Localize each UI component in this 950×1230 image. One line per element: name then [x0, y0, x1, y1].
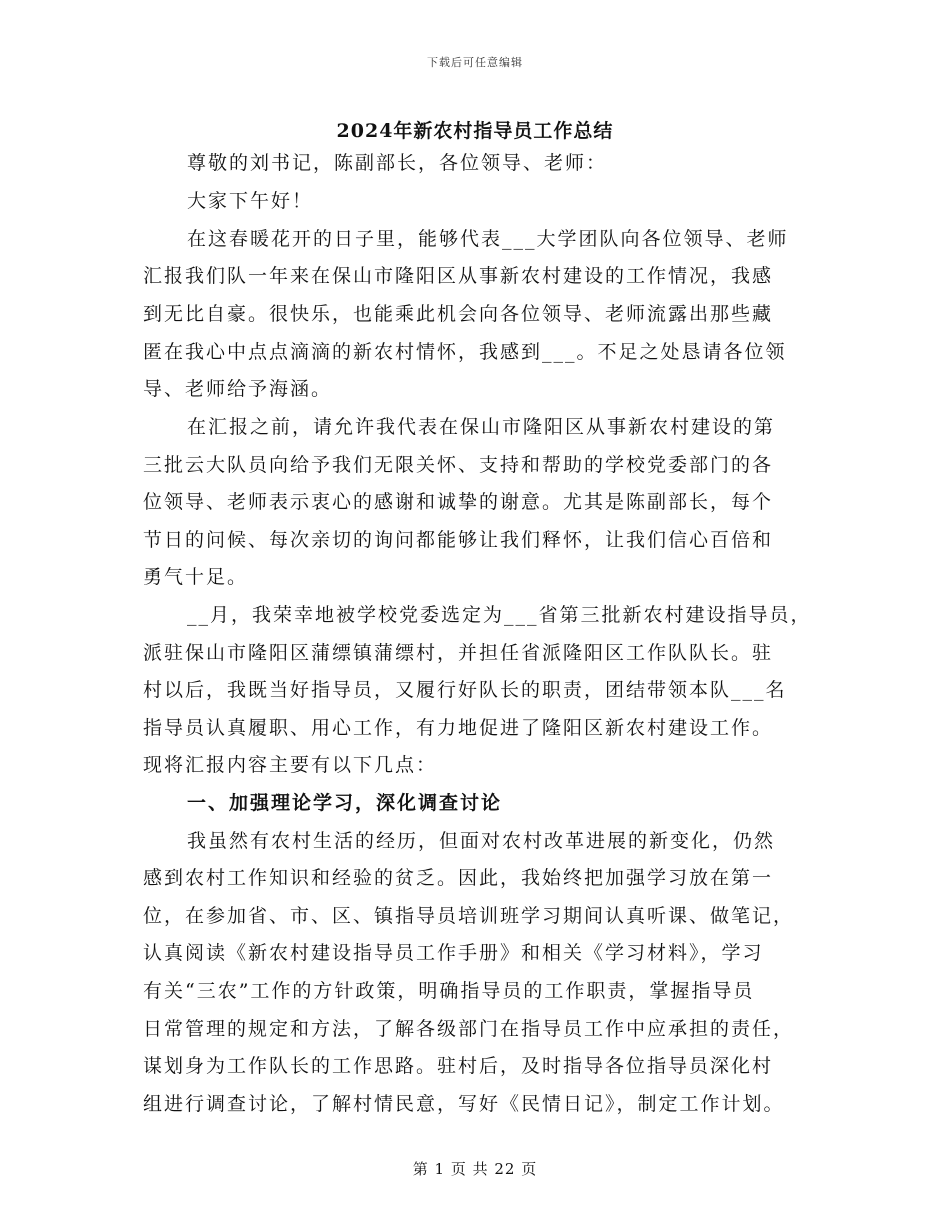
body-line: 勇气十足。: [143, 566, 249, 588]
body-line: 匿在我心中点点滴滴的新农村情怀，我感到___。不足之处恳请各位领: [143, 341, 787, 363]
document-title: 2024年新农村指导员工作总结: [336, 120, 614, 142]
body-line: 村以后，我既当好指导员，又履行好队长的职责，团结带领本队___名: [143, 679, 787, 701]
body-line: 现将汇报内容主要有以下几点：: [143, 754, 438, 776]
body-line: 位领导、老师表示衷心的感谢和诚挚的谢意。尤其是陈副部长，每个: [143, 491, 774, 513]
body-line: 导、老师给予海涵。: [143, 378, 333, 400]
body-line: 汇报我们队一年来在保山市隆阳区从事新农村建设的工作情况，我感: [143, 265, 774, 287]
greeting-line: 大家下午好！: [187, 190, 314, 212]
body-line: 位，在参加省、市、区、镇指导员培训班学习期间认真听课、做笔记，: [143, 905, 795, 927]
body-line: 派驻保山市隆阳区蒲缥镇蒲缥村，并担任省派隆阳区工作队队长。驻: [143, 642, 774, 664]
body-line: 三批云大队员向给予我们无限关怀、支持和帮助的学校党委部门的各: [143, 454, 774, 476]
section-heading: 一、加强理论学习，深化调查讨论: [187, 792, 503, 814]
body-line: 指导员认真履职、用心工作，有力地促进了隆阳区新农村建设工作。: [143, 717, 774, 739]
body-line: 组进行调查讨论，了解村情民意，写好《民情日记》，制定工作计划。: [143, 1093, 785, 1115]
header-note: 下载后可任意编辑: [427, 56, 523, 69]
body-line: 在这春暖花开的日子里，能够代表___大学团队向各位领导、老师: [187, 228, 789, 250]
body-line: 谋划身为工作队长的工作思路。驻村后，及时指导各位指导员深化村: [143, 1055, 774, 1077]
body-line: 认真阅读《新农村建设指导员工作手册》和相关《学习材料》，学习: [143, 942, 764, 964]
body-line: 节日的问候、每次亲切的询问都能够让我们释怀，让我们信心百倍和: [143, 529, 774, 551]
body-line: __月，我荣幸地被学校党委选定为___省第三批新农村建设指导员，: [187, 604, 812, 626]
body-line: 到无比自豪。很快乐，也能乘此机会向各位领导、老师流露出那些藏: [143, 303, 774, 325]
body-line: 我虽然有农村生活的经历，但面对农村改革进展的新变化，仍然: [187, 830, 776, 852]
salutation-line: 尊敬的刘书记，陈副部长，各位领导、老师：: [187, 152, 608, 174]
page-number: 第 1 页 共 22 页: [412, 1160, 538, 1178]
body-line: 在汇报之前，请允许我代表在保山市隆阳区从事新农村建设的第: [187, 416, 776, 438]
body-line: 日常管理的规定和方法，了解各级部门在指导员工作中应承担的责任，: [143, 1018, 795, 1040]
body-line: 感到农村工作知识和经验的贫乏。因此，我始终把加强学习放在第一: [143, 867, 774, 889]
body-line: 有关“三农”工作的方针政策，明确指导员的工作职责，掌握指导员: [143, 980, 755, 1002]
